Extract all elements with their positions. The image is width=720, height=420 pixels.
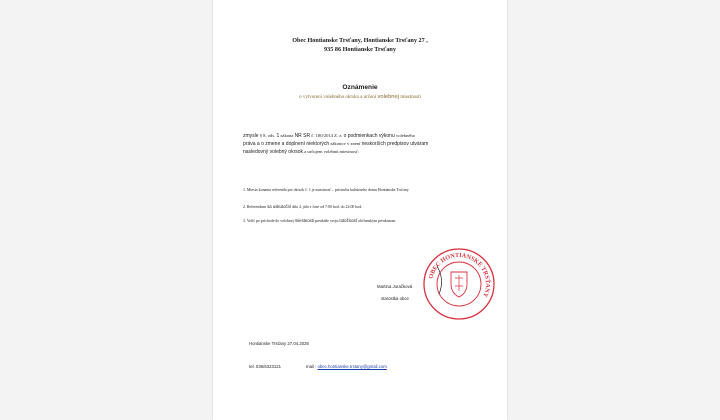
subtitle-part-3: miestnosti: [400, 95, 421, 100]
document-page: [213, 0, 507, 420]
list-item-text: pre okrsok č. 1 je miestnosť – prístavba kultúrneho domu Hontianske Trsťany: [287, 188, 409, 192]
intro-text: práva a o zmene a doplnení niektorých: [243, 141, 330, 148]
list-item-text: občianskym preukazom.: [358, 219, 397, 223]
intro-text: volebného: [395, 133, 416, 138]
intro-text: 1: [276, 133, 280, 139]
signatory-name: Martina Juračková: [377, 284, 413, 289]
list-item-text: miestnosti: [294, 218, 314, 223]
header-address-line-1: Obec Hontianske Trsťany, Hontianske Trsťany 27 ,: [292, 37, 428, 44]
intro-text: o podmienkach výkonu: [343, 133, 395, 139]
subtitle-part-2: volebnej: [377, 94, 400, 100]
intro-text: č. 180/2014 Z. z.: [311, 133, 343, 138]
place-and-date: Hontianske Trsťany 27.04.2026: [249, 341, 309, 346]
stamp-lettering: OBEC HONTIANSKE TRSŤANY: [427, 251, 492, 299]
intro-text: zmysle: [243, 133, 259, 139]
intro-paragraph: [243, 132, 485, 157]
phone-number: tel. 036/6323121: [249, 364, 282, 369]
email-line: [306, 364, 387, 369]
email-label: mail :: [306, 364, 317, 369]
list-item-text: Volič po príchode do volebnej: [246, 219, 294, 223]
list-item-number: 2.: [243, 205, 246, 209]
email-link[interactable]: obec.hontianske.trstany@gmail.com: [317, 364, 387, 369]
intro-text: zákona: [280, 133, 294, 138]
list-item-3: [243, 218, 493, 224]
intro-text: nasledovný volebný okrsok: [243, 149, 304, 156]
list-item-1: [243, 187, 493, 193]
subtitle-part-1: o vytvorení volebného okrsku a určení: [299, 95, 377, 100]
list-item-text: Referendum: [246, 205, 267, 209]
list-item-text: totožnosť: [339, 218, 358, 223]
list-item-number: 1.: [243, 188, 246, 192]
intro-text: § 8, ods.: [259, 133, 276, 138]
list-item-text: sa uskutoční: [267, 204, 292, 209]
official-stamp: [421, 246, 497, 322]
list-item-text: dňa 4. júla v čase od 7:00 hod. do 22:00 hod.: [292, 205, 363, 209]
list-item-text: Miesto konania referenda: [246, 188, 287, 192]
intro-text: a určujem volebnú: [304, 149, 339, 155]
document-subtitle: [213, 94, 507, 100]
document-title: Oznámenie: [342, 84, 378, 91]
list-item-number: 3.: [243, 219, 246, 223]
intro-text: NR SR: [294, 133, 311, 139]
list-item-text: preukáže svoju: [314, 219, 339, 223]
intro-text: neskorších predpisov utváram: [361, 141, 429, 148]
signatory-role: starostka obce: [381, 296, 409, 301]
coat-of-arms-icon: [451, 272, 467, 297]
list-item-2: [243, 204, 493, 210]
header-address-line-2: 935 86 Hontianske Trsťany: [324, 46, 396, 53]
intro-text: zákonov v znení: [330, 141, 361, 147]
intro-text: miestnosť:: [339, 149, 360, 155]
